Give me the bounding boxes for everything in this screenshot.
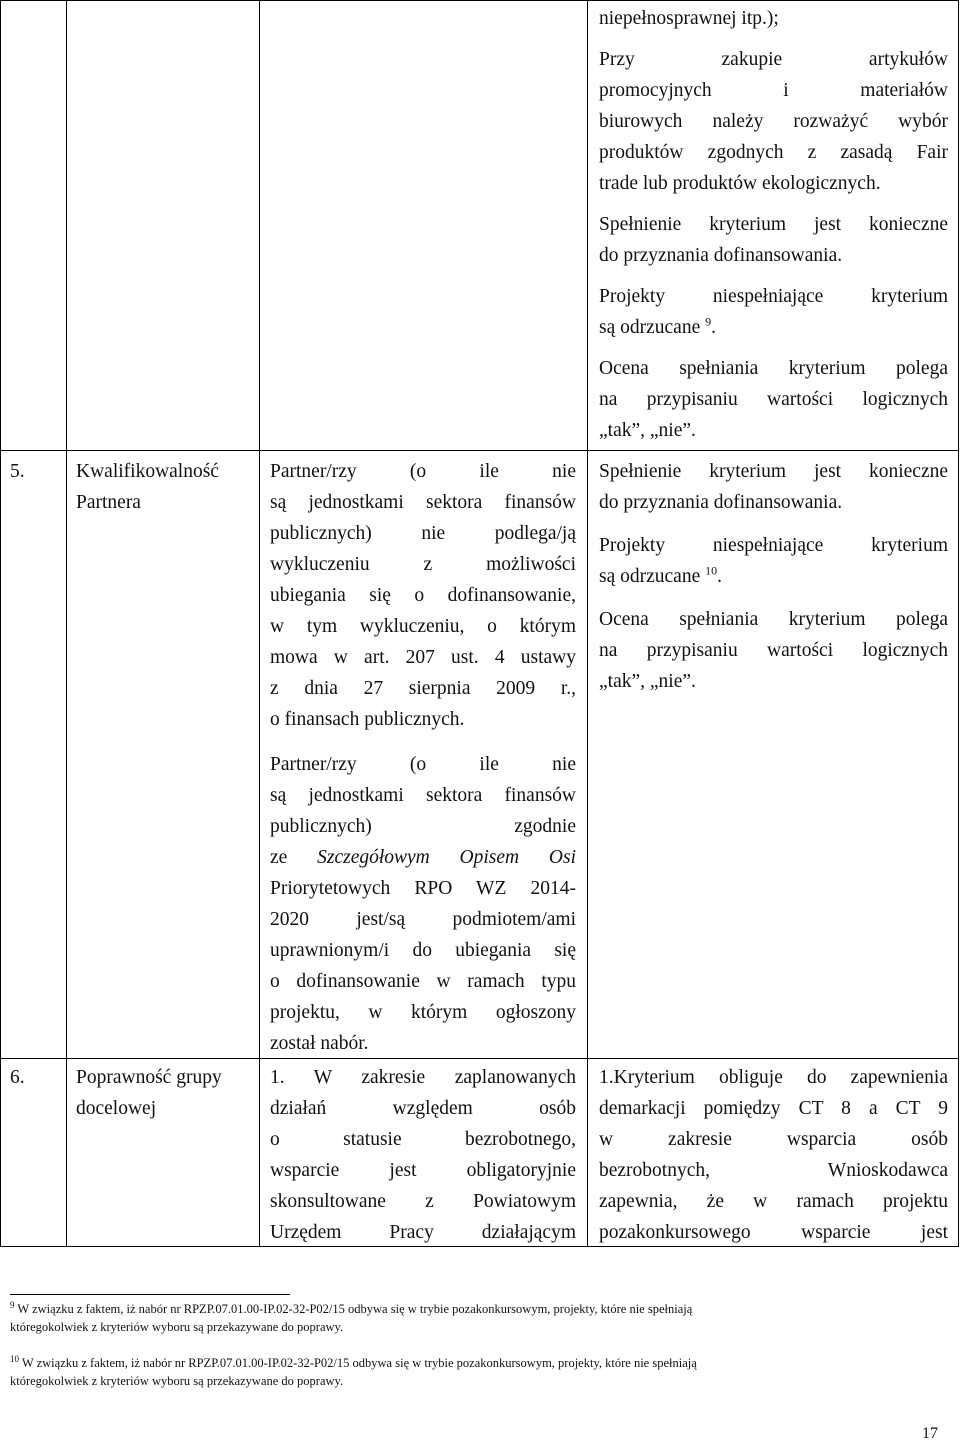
page-number: 17 [922, 1425, 938, 1442]
footnote-9: $^9$ W związku z faktem, iż nabór nr RPZP.07.01.00-IP.02-32-P02/15 odbywa się w trybie pozakonkursowym, projekty, które nie spełniają któregokolwiek z kryteriów wyboru są przekazywane do poprawy. [10, 1299, 693, 1334]
table-row-divider-1 [0, 450, 959, 451]
table-border-right [958, 0, 959, 1247]
description-paragraph: Spełnienie kryterium jest konieczne do przyznania dofinansowania. [599, 461, 948, 513]
row-6-definition [270, 1062, 576, 1248]
description-paragraph: Ocena spełniania kryterium polega na przypisaniu wartości logicznych „tak”, „nie”. [599, 609, 948, 692]
table-col-divider-3 [587, 0, 588, 1247]
row-name-5: Kwalifikowalność Partnera [76, 461, 219, 513]
description-paragraph: Projekty niespełniające kryterium są odrzucane $^{10}$. [599, 535, 948, 587]
row-number-5: 5. [10, 461, 25, 482]
row-5-description [599, 456, 948, 697]
description-paragraph: 1.Kryterium obliguje do zapewnienia demarkacji pomiędzy CT 8 a CT 9 w zakresie wsparcia osób bezrobotnych, Wnioskodawca zapewnia, że w ramach projektu pozakonkursowego wsparcie jest [599, 1067, 948, 1243]
description-paragraph: Ocena spełniania kryterium polega na przypisaniu wartości logicznych „tak”, „nie”. [599, 358, 948, 441]
row-5-definition [270, 456, 576, 1059]
description-paragraph: Przy zakupie artykułów promocyjnych i materiałów biurowych należy rozważyć wybór produktów zgodnych z zasadą Fair trade lub produktów ekologicznych. [599, 49, 948, 194]
definition-paragraph: Partner/rzy (o ile nie są jednostkami sektora finansów publicznych) nie podlega/ją wykluczeniu z możliwości ubiegania się o dofinansowanie, w tym wykluczeniu, o którym mowa w art. 207 ust. 4 ustawy z dnia 27 sierpnia 2009 r., o finansach publicznych. [270, 461, 576, 730]
footnote-ref-10: 10 [705, 563, 718, 578]
table-col-divider-2 [259, 0, 260, 1247]
table-border-left [0, 0, 1, 1247]
row-name-6: Poprawność grupy docelowej [76, 1067, 222, 1119]
footnote-ref-9: 9 [705, 314, 712, 329]
footnote-separator [10, 1294, 290, 1295]
row-continuation-description [599, 3, 948, 446]
footnote-10: $^{10}$ W związku z faktem, iż nabór nr RPZP.07.01.00-IP.02-32-P02/15 odbywa się w trybie pozakonkursowym, projekty, które nie spełniają któregokolwiek z kryteriów wyboru są przekazywane do poprawy. [10, 1353, 697, 1388]
table-border-top [0, 0, 959, 1]
row-number-6: 6. [10, 1067, 25, 1088]
description-paragraph: niepełnosprawnej itp.); [599, 8, 779, 29]
definition-paragraph: 1. W zakresie zaplanowanych działań względem osób o statusie bezrobotnego, wsparcie jest obligatoryjnie skonsultowane z Powiatowym Urzędem Pracy działającym [270, 1067, 576, 1243]
footnote-mark: 10 [10, 1353, 19, 1364]
table-col-divider-1 [66, 0, 67, 1247]
definition-paragraph: Partner/rzy (o ile nie są jednostkami sektora finansów publicznych) zgodnie ze Szczegółowym Opisem Osi Priorytetowych RPO WZ 2014- 2020 jest/są podmiotem/ami uprawnionym/i do ubiegania się o dofinansowanie w ramach typu projektu, w którym ogłoszony został nabór. [270, 754, 576, 1054]
row-6-description [599, 1062, 948, 1248]
footnote-mark: 9 [10, 1299, 15, 1310]
description-paragraph: Spełnienie kryterium jest konieczne do przyznania dofinansowania. [599, 214, 948, 266]
description-paragraph: Projekty niespełniające kryterium są odrzucane $^9$. [599, 286, 948, 338]
